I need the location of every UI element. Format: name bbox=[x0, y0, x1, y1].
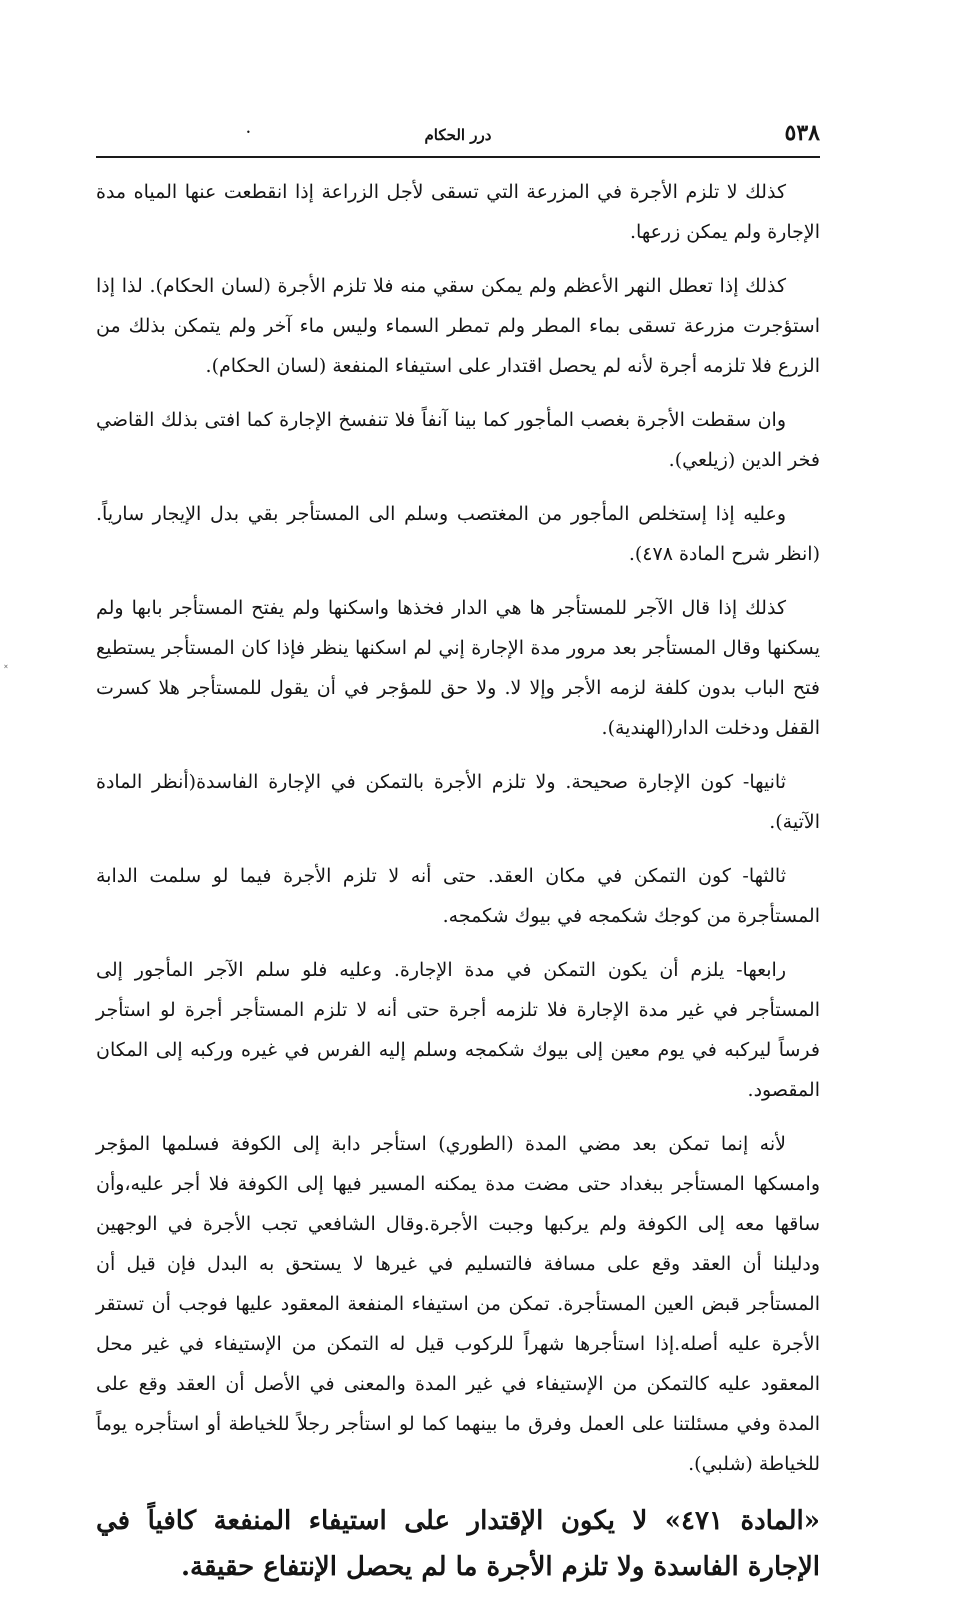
header-divider bbox=[96, 156, 820, 158]
paragraph: ثانيها- كون الإجارة صحيحة. ولا تلزم الأجرة بالتمكن في الإجارة الفاسدة(أنظر المادة الآتية). bbox=[96, 771, 820, 833]
paragraph: رابعها- يلزم أن يكون التمكن في مدة الإجارة. وعليه فلو سلم الآجر المأجور إلى المستأجر في غير مدة الإجارة فلا تلزمه أجرة حتى أنه لا تلزم المستأجر أجرة لو استأجر فرساً ليركبه في يوم معين إلى بيوك شكمجه وسلم إليه الفرس في غيره وركبه إلى المكان المقصود. bbox=[96, 959, 820, 1101]
article-heading: «المادة ٤٧١» لا يكون الإقتدار على استيفاء المنفعة كافياً في الإجارة الفاسدة ولا تلزم الأجرة ما لم يحصل الإنتفاع حقيقة. bbox=[96, 1506, 820, 1582]
paragraph: لأنه إنما تمكن بعد مضي المدة (الطوري) استأجر دابة إلى الكوفة فسلمها المؤجر وامسكها المستأجر ببغداد حتى مضت مدة يمكنه المسير فيها إلى الكوفة فلا أجر عليه،وأن ساقها معه إلى الكوفة ولم يركبها وجبت الأجرة.وقال الشافعي تجب الأجرة في الوجهين ودليلنا أن العقد وقع على مسافة فالتسليم في غيرها لا يستحق به البدل فإن قيل أن المستأجر قبض العين المستأجرة. تمكن من استيفاء المنفعة المعقود عليها فوجب أن تستقر الأجرة عليه أصله.إذا استأجرها شهراً للركوب قيل له التمكن من الإستيفاء في غير محل المعقود عليه كالتمكن من الإستيفاء في غير المدة والمعنى في الأصل أن العقد وقع على المدة وفي مسئلتنا على العمل وفرق ما بينهما كما لو استأجر رجلاً للخياطة أو استأجره يوماً للخياطة (شلبي). bbox=[96, 1133, 820, 1475]
page-number: ٥٣٨ bbox=[784, 120, 820, 146]
header-dot: • bbox=[246, 128, 251, 137]
paragraph: كذلك إذا تعطل النهر الأعظم ولم يمكن سقي منه فلا تلزم الأجرة (لسان الحكام). لذا إذا استؤجرت مزرعة تسقى بماء المطر ولم تمطر السماء وليس ماء آخر ولم يتمكن بذلك من الزرع فلا تلزمه أجرة لأنه لم يحصل اقتدار على استيفاء المنفعة (لسان الحكام). bbox=[96, 275, 820, 377]
page-header bbox=[96, 112, 820, 156]
paragraph: كذلك إذا قال الآجر للمستأجر ها هي الدار فخذها واسكنها ولم يفتح المستأجر بابها ولم يسكنها وقال المستأجر بعد مرور مدة الإجارة إني لم اسكنها ينظر فإذا كان المستأجر يستطيع فتح الباب بدون كلفة لزمه الأجر وإلا لا. ولا حق للمؤجر في أن يقول للمستأجر هلا كسرت القفل ودخلت الدار(الهندية). bbox=[96, 597, 820, 739]
book-title: درر الحكام bbox=[424, 126, 492, 144]
page-body bbox=[96, 172, 820, 1604]
paragraph: ثالثها- كون التمكن في مكان العقد. حتى أنه لا تلزم الأجرة فيما لو سلمت الدابة المستأجرة من كوجك شكمجه في بيوك شكمجه. bbox=[96, 865, 820, 927]
paragraph: كذلك لا تلزم الأجرة في المزرعة التي تسقى لأجل الزراعة إذا انقطعت عنها المياه مدة الإجارة ولم يمكن زرعها. bbox=[96, 181, 820, 243]
paragraph: وان سقطت الأجرة بغصب المأجور كما بينا آنفاً فلا تنفسخ الإجارة كما افتى بذلك القاضي فخر الدين (زيلعي). bbox=[96, 409, 820, 471]
paragraph: وعليه إذا إستخلص المأجور من المغتصب وسلم الى المستأجر بقي بدل الإيجار سارياً. (انظر شرح المادة ٤٧٨). bbox=[96, 503, 820, 565]
margin-mark: ˟ bbox=[4, 664, 8, 675]
